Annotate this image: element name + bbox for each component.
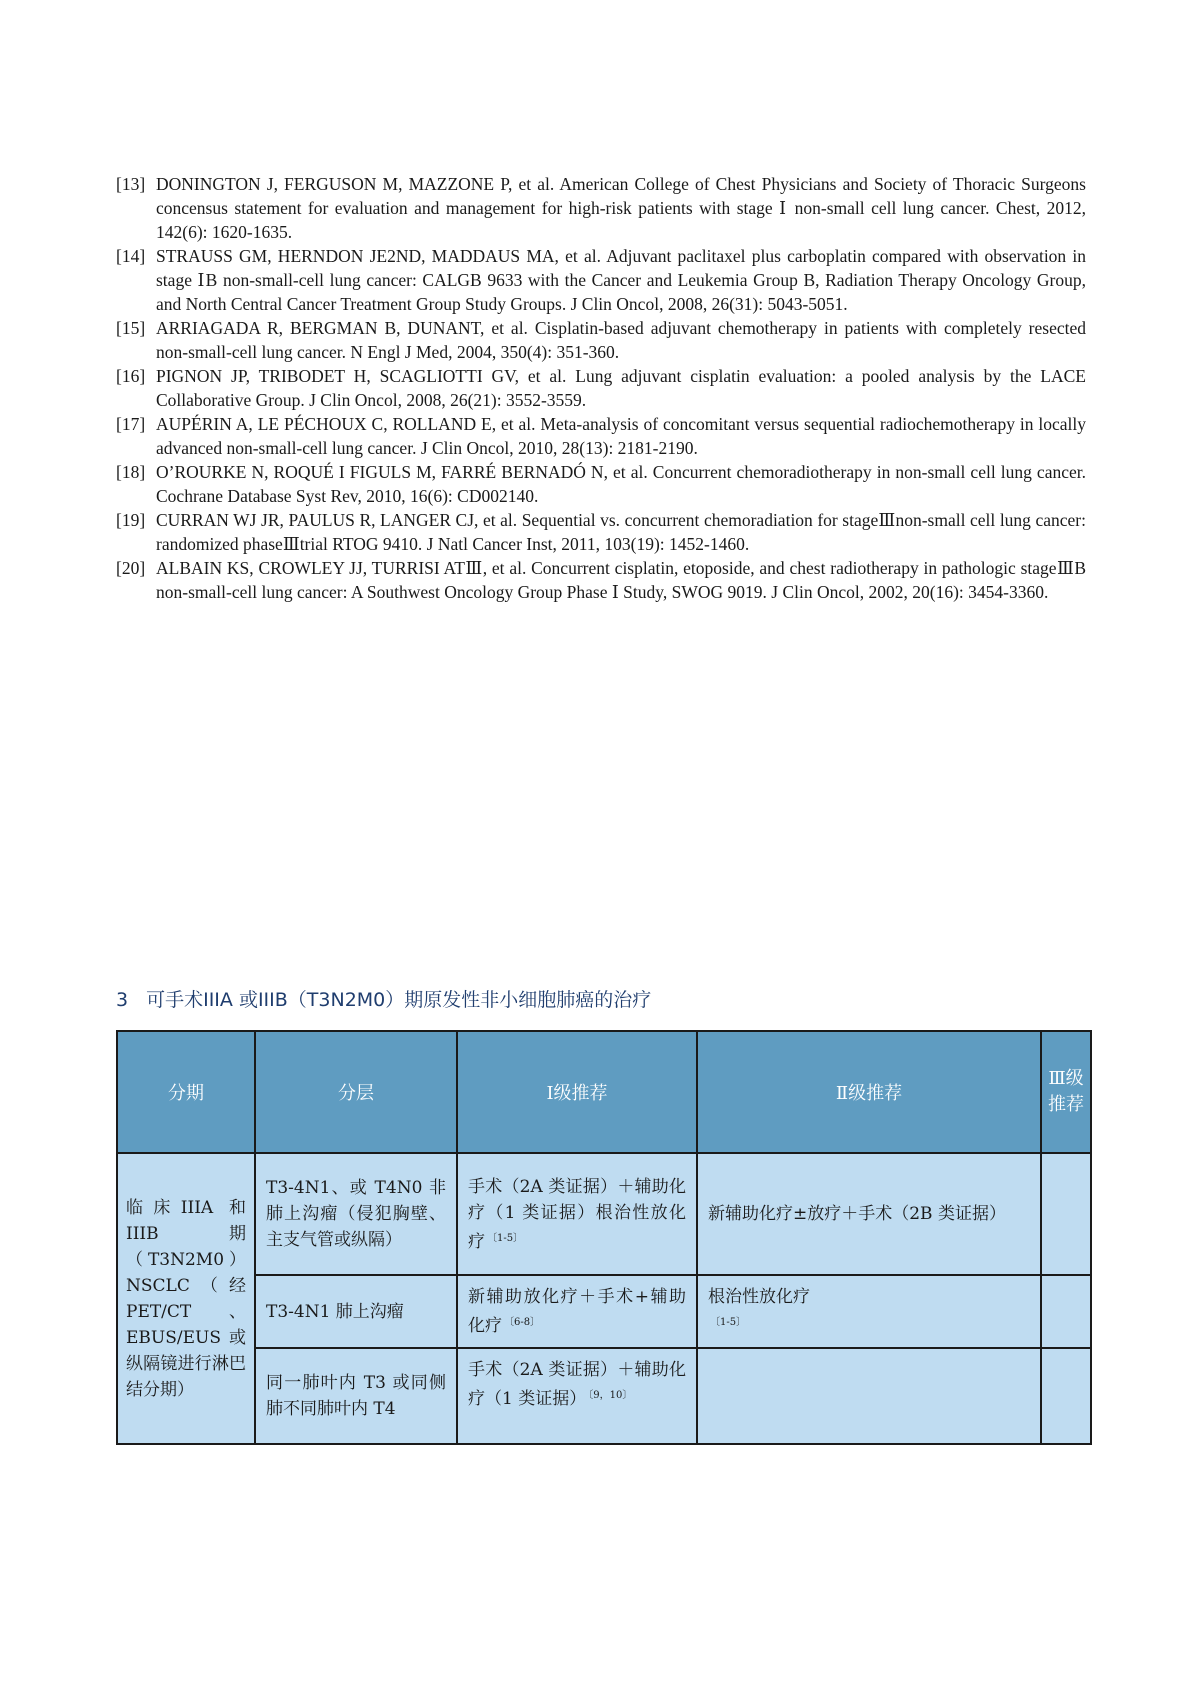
table-row <box>117 1275 1091 1348</box>
reference-number: [16] <box>116 366 146 386</box>
layer-cell: T3-4N1、或 T4N0 非肺上沟瘤（侵犯胸壁、主支气管或纵隔） <box>255 1153 457 1275</box>
reference-item <box>116 244 1086 316</box>
reference-number: [14] <box>116 246 146 266</box>
layer-cell: 同一肺叶内 T3 或同侧肺不同肺叶内 T4 <box>255 1348 457 1444</box>
reference-item <box>116 460 1086 508</box>
level2-text: 新辅助化疗±放疗＋手术（2B 类证据） <box>708 1204 1006 1224</box>
level3-cell <box>1041 1275 1091 1348</box>
reference-item <box>116 508 1086 556</box>
level3-cell <box>1041 1348 1091 1444</box>
section-title-text: 可手术IIIA 或IIIB（T3N2M0）期原发性非小细胞肺癌的治疗 <box>146 989 652 1011</box>
table-header-row <box>117 1031 1091 1153</box>
reference-item <box>116 412 1086 460</box>
stage-cell: 临床IIIA 和IIIB 期（T3N2M0）NSCLC（经PET/CT、EBUS/EUS 或纵隔镜进行淋巴结分期） <box>117 1153 255 1444</box>
section-heading <box>116 985 651 1012</box>
reference-text: O’ROURKE N, ROQUÉ I FIGULS M, FARRÉ BERNADÓ N, et al. Concurrent chemoradiotherapy in non-small cell lung cancer. Cochrane Database Syst Rev, 2010, 16(6): CD002140. <box>156 462 1086 506</box>
level2-cell <box>697 1275 1041 1348</box>
layer-cell: T3-4N1 肺上沟瘤 <box>255 1275 457 1348</box>
table-row <box>117 1348 1091 1444</box>
reference-text: PIGNON JP, TRIBODET H, SCAGLIOTTI GV, et al. Lung adjuvant cisplatin evaluation: a pooled analysis by the LACE Collaborative Group. J Clin Oncol, 2008, 26(21): 3552-3559. <box>156 366 1086 410</box>
level2-text: 根治性放化疗 <box>708 1287 810 1307</box>
level1-text: 新辅助放化疗＋手术+辅助化疗 <box>468 1287 686 1336</box>
reference-list <box>116 172 1086 604</box>
level1-text: 手术（2A 类证据）＋辅助化疗（1 类证据）根治性放化疗 <box>468 1176 686 1252</box>
citation-mark: 〔1-5〕 <box>487 1232 524 1244</box>
header-level3: Ⅲ级推荐 <box>1041 1031 1091 1153</box>
reference-number: [20] <box>116 558 146 578</box>
reference-number: [19] <box>116 510 146 530</box>
level3-cell <box>1041 1153 1091 1275</box>
recommendation-table <box>116 1030 1092 1445</box>
section-number: 3 <box>116 989 129 1011</box>
header-layer: 分层 <box>255 1031 457 1153</box>
header-level2: Ⅱ级推荐 <box>697 1031 1041 1153</box>
header-stage: 分期 <box>117 1031 255 1153</box>
reference-text: DONINGTON J, FERGUSON M, MAZZONE P, et al. American College of Chest Physicians and Society of Thoracic Surgeons concensus statement for evaluation and management for high-risk patients with stage Ⅰ non-small cell lung cancer. Chest, 2012, 142(6): 1620-1635. <box>156 174 1086 242</box>
reference-number: [18] <box>116 462 146 482</box>
reference-text: AUPÉRIN A, LE PÉCHOUX C, ROLLAND E, et al. Meta-analysis of concomitant versus sequential radiochemotherapy in locally advanced non-small-cell lung cancer. J Clin Oncol, 2010, 28(13): 2181-2190. <box>156 414 1086 458</box>
reference-text: ALBAIN KS, CROWLEY JJ, TURRISI ATⅢ, et al. Concurrent cisplatin, etoposide, and chest radiotherapy in pathologic stageⅢB non-small-cell lung cancer: A Southwest Oncology Group Phase Ⅰ Study, SWOG 9019. J Clin Oncol, 2002, 20(16): 3454-3360. <box>156 558 1086 602</box>
reference-text: ARRIAGADA R, BERGMAN B, DUNANT, et al. Cisplatin-based adjuvant chemotherapy in patients with completely resected non-small-cell lung cancer. N Engl J Med, 2004, 350(4): 351-360. <box>156 318 1086 362</box>
level1-cell <box>457 1275 697 1348</box>
citation-mark: 〔1-5〕 <box>710 1317 747 1328</box>
level1-cell <box>457 1153 697 1275</box>
reference-item <box>116 172 1086 244</box>
reference-item <box>116 556 1086 604</box>
reference-number: [17] <box>116 414 146 434</box>
reference-item <box>116 364 1086 412</box>
citation-mark: 〔9，10〕 <box>588 1390 633 1401</box>
level2-cell <box>697 1348 1041 1444</box>
reference-number: [15] <box>116 318 146 338</box>
level1-text: 手术（2A 类证据）＋辅助化疗（1 类证据） <box>468 1360 686 1409</box>
citation-mark: 〔6-8〕 <box>504 1317 541 1328</box>
table-row <box>117 1153 1091 1275</box>
header-level1: Ⅰ级推荐 <box>457 1031 697 1153</box>
reference-number: [13] <box>116 174 146 194</box>
reference-text: STRAUSS GM, HERNDON JE2ND, MADDAUS MA, et al. Adjuvant paclitaxel plus carboplatin compared with observation in stage ⅠB non-small-cell lung cancer: CALGB 9633 with the Cancer and Leukemia Group B, Radiation Therapy Oncology Group, and North Central Cancer Treatment Group Study Groups. J Clin Oncol, 2008, 26(31): 5043-5051. <box>156 246 1086 314</box>
level1-cell <box>457 1348 697 1444</box>
reference-item <box>116 316 1086 364</box>
level2-cell <box>697 1153 1041 1275</box>
reference-text: CURRAN WJ JR, PAULUS R, LANGER CJ, et al. Sequential vs. concurrent chemoradiation for stageⅢnon-small cell lung cancer: randomized phaseⅢtrial RTOG 9410. J Natl Cancer Inst, 2011, 103(19): 1452-1460. <box>156 510 1086 554</box>
